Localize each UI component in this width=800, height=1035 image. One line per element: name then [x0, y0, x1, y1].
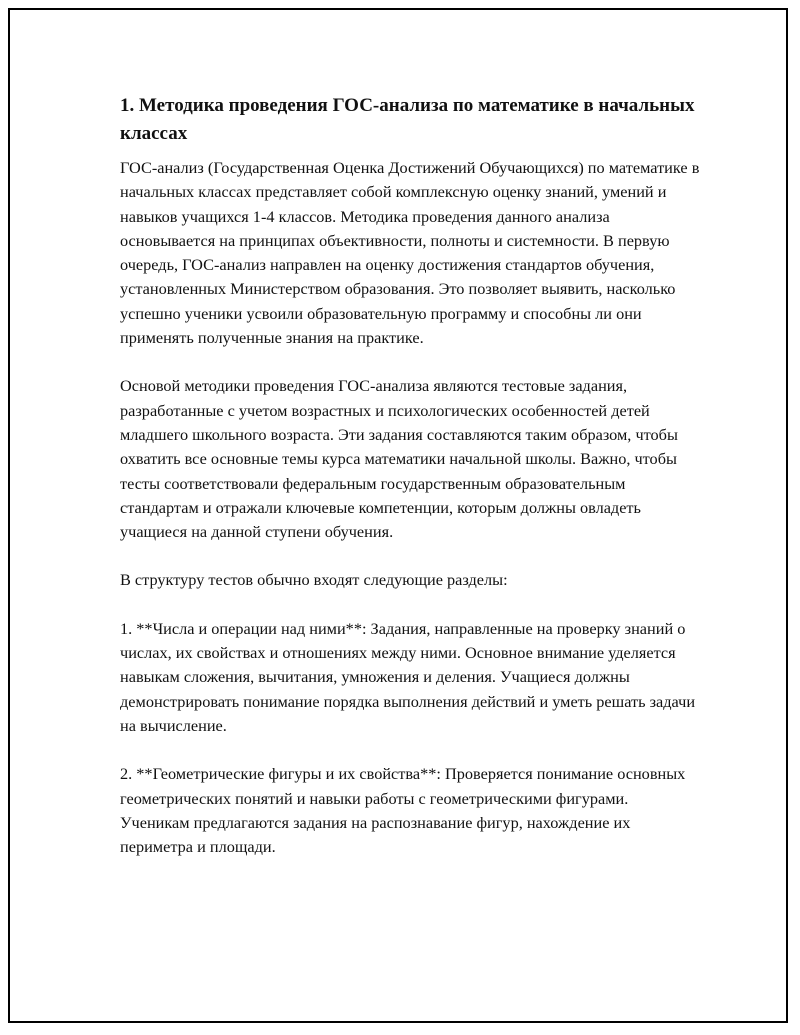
paragraph-intro: ГОС-анализ (Государственная Оценка Достижений Обучающихся) по математике в начальных классах представляет собой комплексную оценку знаний, умений и навыков учащихся 1-4 классов. Методика проведения данного анализа основывается на принципах объективности, полноты и системности. В первую очередь, ГОС-анализ направлен на оценку достижения стандартов обучения, установленных Министерством образования. Это позволяет выявить, насколько успешно ученики усвоили образовательную программу и способны ли они применять полученные знания на практике. — [120, 158, 700, 348]
paragraph-methodology: Основой методики проведения ГОС-анализа являются тестовые задания, разработанные с учетом возрастных и психологических особенностей детей младшего школьного возраста. Эти задания составляются таким образом, чтобы охватить все основные темы курса математики начальной школы. Важно, чтобы тесты соответствовали федеральным государственным образовательным стандартам и отражали ключевые компетенции, которым должны овладеть учащиеся на данной ступени обучения. — [120, 376, 678, 542]
paragraph-structure-intro: В структуру тестов обычно входят следующие разделы: — [120, 570, 508, 590]
paragraph-section-numbers: 1. **Числа и операции над ними**: Задания, направленные на проверку знаний о числах, их свойствах и отношениях между ними. Основное внимание уделяется навыкам сложения, вычитания, умножения и деления. Учащиеся должны демонстрировать понимание порядка выполнения действий и уметь решать задачи на вычисление. — [120, 618, 696, 735]
document-title: 1. Методика проведения ГОС-анализа по математике в начальных классах — [120, 95, 695, 144]
page-frame — [8, 8, 788, 1023]
paragraph-section-geometry: 2. **Геометрические фигуры и их свойства**: Проверяется понимание основных геометрических понятий и навыки работы с геометрическими фигурами. Ученикам предлагаются задания на распознавание фигур, нахождение их периметра и площади. — [120, 764, 686, 857]
document-body — [120, 92, 700, 883]
